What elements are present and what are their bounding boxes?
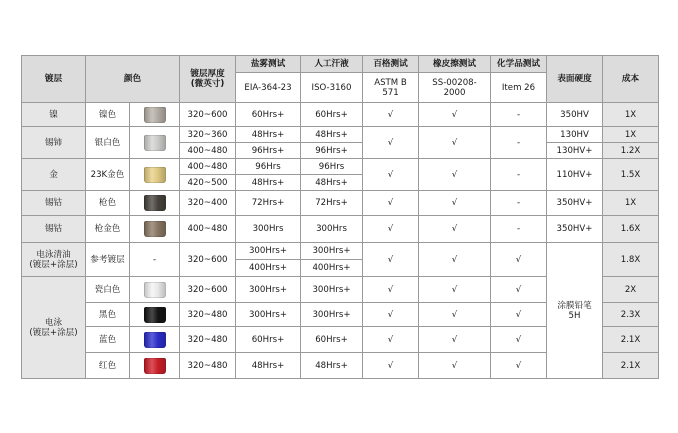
thickness-cell: 320~480 [180,327,236,353]
coating-cell: 镍 [22,103,86,127]
color-cell: 参考镀层 [86,243,130,277]
color-cell: 红色 [86,353,130,379]
sweat-cell: 48Hrs+ [301,127,363,143]
header-color: 颜色 [86,56,180,103]
salt-cell: 96Hrs+ [236,143,301,159]
color-cell: 枪金色 [86,216,130,243]
sweat-cell: 300Hrs+ [301,243,363,260]
crosshatch-cell: √ [363,353,419,379]
coating-cell: 锡铈 [22,127,86,159]
eraser-cell: √ [419,303,491,327]
header-salt-std: EIA-364-23 [236,73,301,103]
chemical-cell: - [491,127,547,159]
header-eraser: 橡皮擦测试 [419,56,491,73]
color-cell: 瓷白色 [86,277,130,303]
salt-cell: 300Hrs+ [236,303,301,327]
crosshatch-cell: √ [363,191,419,216]
salt-cell: 96Hrs [236,159,301,175]
crosshatch-cell: √ [363,216,419,243]
eraser-cell: √ [419,327,491,353]
thickness-cell: 320~600 [180,243,236,277]
crosshatch-cell: √ [363,243,419,277]
table-row [22,103,659,127]
table-row [22,191,659,216]
crosshatch-cell: √ [363,327,419,353]
red-swatch [144,358,166,374]
salt-cell: 300Hrs+ [236,277,301,303]
swatch-cell [130,127,180,159]
swatch-cell [130,159,180,191]
cost-cell: 1.2X [603,143,659,159]
blue-swatch [144,332,166,348]
swatch-cell [130,303,180,327]
sweat-cell: 72Hrs+ [301,191,363,216]
color-cell: 枪色 [86,191,130,216]
cost-cell: 1X [603,127,659,143]
sweat-cell: 300Hrs+ [301,277,363,303]
salt-cell: 48Hrs+ [236,175,301,191]
swatch-cell [130,191,180,216]
header-sweat-std: ISO-3160 [301,73,363,103]
sweat-cell: 96Hrs+ [301,143,363,159]
crosshatch-cell: √ [363,159,419,191]
crosshatch-cell: √ [363,277,419,303]
sweat-cell: 400Hrs+ [301,260,363,277]
color-cell: 银白色 [86,127,130,159]
eraser-cell: √ [419,191,491,216]
coating-cell: 电泳清油 (镀层+涂层) [22,243,86,277]
porcelain-white-swatch [144,282,166,298]
eraser-cell: √ [419,159,491,191]
tin-swatch [144,135,166,151]
salt-cell: 300Hrs+ [236,243,301,260]
cost-cell: 2X [603,277,659,303]
cost-cell: 2.1X [603,353,659,379]
coating-cell: 金 [22,159,86,191]
black-swatch [144,307,166,323]
header-thickness: 镀层厚度 (微英寸) [180,56,236,103]
chemical-cell: √ [491,327,547,353]
cost-cell: 1.8X [603,243,659,277]
header-eraser-std: SS-00208- 2000 [419,73,491,103]
header-row-1 [22,56,659,73]
crosshatch-cell: √ [363,127,419,159]
eraser-cell: √ [419,243,491,277]
chemical-cell: √ [491,303,547,327]
sweat-cell: 60Hrs+ [301,103,363,127]
color-cell: 镍色 [86,103,130,127]
eraser-cell: √ [419,277,491,303]
thickness-cell: 400~480 [180,159,236,175]
thickness-cell: 320~400 [180,191,236,216]
header-coating: 镀层 [22,56,86,103]
sweat-cell: 300Hrs [301,216,363,243]
chemical-cell: - [491,216,547,243]
salt-cell: 400Hrs+ [236,260,301,277]
salt-cell: 72Hrs+ [236,191,301,216]
cost-cell: 2.3X [603,303,659,327]
color-cell: 23K金色 [86,159,130,191]
cost-cell: 2.1X [603,327,659,353]
hardness-cell: 涂膜铅笔 5H [547,243,603,379]
eraser-cell: √ [419,353,491,379]
salt-cell: 48Hrs+ [236,353,301,379]
color-cell: 黑色 [86,303,130,327]
hardness-cell: 350HV+ [547,216,603,243]
chemical-cell: - [491,159,547,191]
cost-cell: 1.5X [603,159,659,191]
salt-cell: 60Hrs+ [236,103,301,127]
thickness-cell: 400~480 [180,216,236,243]
sweat-cell: 300Hrs+ [301,303,363,327]
chemical-cell: √ [491,243,547,277]
thickness-cell: 420~500 [180,175,236,191]
hardness-cell: 130HV [547,127,603,143]
eraser-cell: √ [419,103,491,127]
header-chemical-std: Item 26 [491,73,547,103]
eraser-cell: √ [419,216,491,243]
header-crosshatch-std: ASTM B 571 [363,73,419,103]
crosshatch-cell: √ [363,303,419,327]
table-row [22,216,659,243]
header-sweat: 人工汗液 [301,56,363,73]
hardness-cell: 130HV+ [547,143,603,159]
thickness-cell: 320~480 [180,353,236,379]
header-chemical: 化学品测试 [491,56,547,73]
hardness-cell: 350HV [547,103,603,127]
gun-gold-swatch [144,221,166,237]
chemical-cell: - [491,191,547,216]
cost-cell: 1.6X [603,216,659,243]
thickness-cell: 320~480 [180,303,236,327]
swatch-cell [130,277,180,303]
header-salt-spray: 盐雾测试 [236,56,301,73]
table-row [22,127,659,143]
nickel-swatch [144,107,166,123]
salt-cell: 48Hrs+ [236,127,301,143]
eraser-cell: √ [419,127,491,159]
header-hardness: 表面硬度 [547,56,603,103]
sweat-cell: 60Hrs+ [301,327,363,353]
header-crosshatch: 百格测试 [363,56,419,73]
thickness-cell: 320~360 [180,127,236,143]
color-cell: 蓝色 [86,327,130,353]
swatch-cell [130,353,180,379]
hardness-cell: 350HV+ [547,191,603,216]
chemical-cell: √ [491,277,547,303]
sweat-cell: 96Hrs [301,159,363,175]
thickness-cell: 400~480 [180,143,236,159]
header-cost: 成本 [603,56,659,103]
table-row [22,243,659,260]
spec-table-container [21,55,659,379]
swatch-cell: - [130,243,180,277]
cost-cell: 1X [603,191,659,216]
plating-spec-table [21,55,659,379]
coating-cell: 锡钴 [22,216,86,243]
salt-cell: 300Hrs [236,216,301,243]
gunmetal-swatch [144,195,166,211]
gold-swatch [144,167,166,183]
hardness-cell: 110HV+ [547,159,603,191]
sweat-cell: 48Hrs+ [301,353,363,379]
coating-cell: 电泳 (镀层+涂层) [22,277,86,379]
swatch-cell [130,216,180,243]
thickness-cell: 320~600 [180,277,236,303]
crosshatch-cell: √ [363,103,419,127]
coating-cell: 锡钴 [22,191,86,216]
swatch-cell [130,327,180,353]
table-row [22,159,659,175]
chemical-cell: - [491,103,547,127]
swatch-cell [130,103,180,127]
chemical-cell: √ [491,353,547,379]
thickness-cell: 320~600 [180,103,236,127]
cost-cell: 1X [603,103,659,127]
sweat-cell: 48Hrs+ [301,175,363,191]
salt-cell: 60Hrs+ [236,327,301,353]
